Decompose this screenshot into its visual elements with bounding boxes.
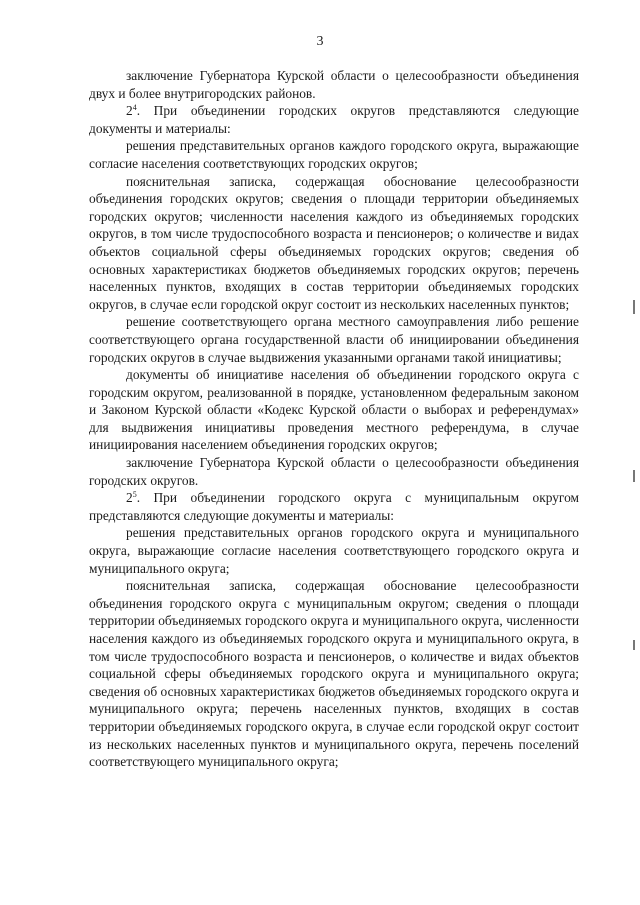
scan-edge-mark <box>633 300 635 314</box>
section-number: 2 <box>126 103 133 119</box>
paragraph-text: . При объединении городского округа с муниципальным округом представляются следующие документы и материалы: <box>89 490 579 523</box>
paragraph-5 <box>89 313 579 366</box>
paragraph-9 <box>89 524 579 577</box>
paragraph-text: пояснительная записка, содержащая обоснование целесообразности объединения городских округов; сведения о площади территории объединяемых городских округов; численности населения каждого из объединяемых городских округов, в том числе трудоспособного возраста и пенсионеров; о количестве и видах объектов социальной сферы объединяемых городских округов; сведения об основных характеристиках бюджетов объединяемых городских округов; перечень населенных пунктов, входящих в состав территории объединяемых городских округов, в случае если городской округ состоит из нескольких населенных пунктов; <box>89 173 579 312</box>
document-body <box>89 67 579 771</box>
paragraph-text: заключение Губернатора Курской области о целесообразности объединения городских округов. <box>89 455 579 488</box>
paragraph-text: решение соответствующего органа местного самоуправления либо решение соответствующего органа государственной власти об инициировании объединения городских округов в случае выдвижения указанными органами такой инициативы; <box>89 314 579 365</box>
paragraph-text: пояснительная записка, содержащая обоснование целесообразности объединения городского округа с муниципальным округом; сведения о площади территории объединяемых городского округа и муниципального округа, численности населения каждого из объединяемых городского округа и муниципального округа, в том числе трудоспособного возраста и пенсионеров, о количестве и видах объектов социальной сферы объединяемых городского округа и муниципального округа; сведения об основных характеристиках бюджетов объединяемых городского округа и муниципального округа; перечень населенных пунктов, входящих в состав территории объединяемых городского округа, в случае если городской округ состоит из нескольких населенных пунктов и муниципального округа, перечень поселений соответствующего муниципального округа; <box>89 578 579 770</box>
section-superscript: 4 <box>132 103 137 113</box>
paragraph-1 <box>89 67 579 102</box>
paragraph-text: решения представительных органов каждого городского округа, выражающие согласие населения соответствующих городских округов; <box>89 138 579 171</box>
scan-edge-mark <box>633 640 635 650</box>
paragraph-text: документы об инициативе населения об объединении городского округа с городским округом, реализованной в порядке, установленном федеральным законом и Законом Курской области «Кодекс Курской области о выборах и референдумах» для выдвижения инициативы проведения местного референдума, в случае инициирования населением объединения городских округов; <box>89 367 579 453</box>
section-superscript: 5 <box>132 490 137 500</box>
page-number: 3 <box>316 34 324 49</box>
paragraph-text: решения представительных органов городского округа и муниципального округа, выражающие согласие населения соответствующего городского округа и муниципального округа; <box>89 525 579 576</box>
paragraph-text: . При объединении городских округов представляются следующие документы и материалы: <box>89 103 579 136</box>
scan-edge-mark <box>633 470 635 482</box>
paragraph-4 <box>89 173 579 314</box>
paragraph-3 <box>89 137 579 172</box>
paragraph-6 <box>89 366 579 454</box>
paragraph-8 <box>89 489 579 524</box>
paragraph-7 <box>89 454 579 489</box>
paragraph-text: заключение Губернатора Курской области о целесообразности объединения двух и более внутригородских районов. <box>89 68 579 101</box>
paragraph-2 <box>89 102 579 137</box>
paragraph-10 <box>89 577 579 771</box>
section-number: 2 <box>126 490 133 506</box>
